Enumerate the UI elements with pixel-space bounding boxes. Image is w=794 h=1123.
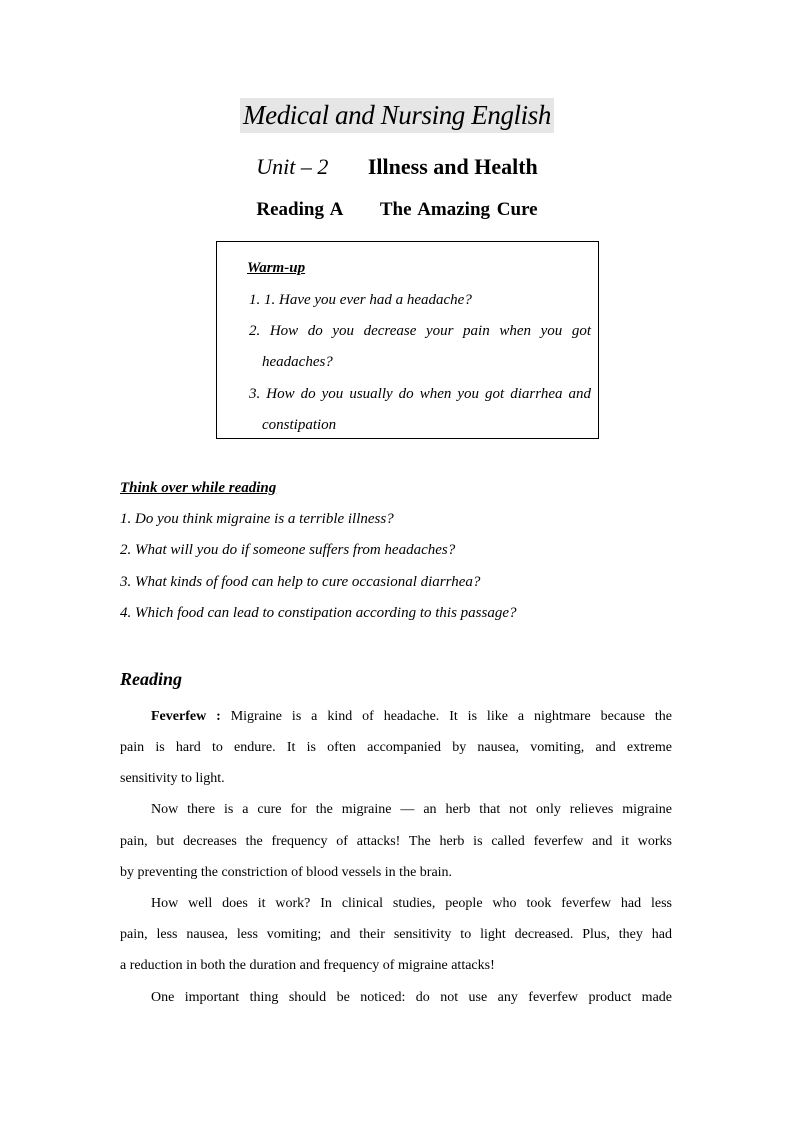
unit-label: Unit – 2 [256,154,329,179]
reading-line-6: by preventing the constriction of blood vessels in the brain. [120,865,453,880]
reading-line-4: Now there is a cure for the migraine — an herb that not only relieves migraine [151,802,672,817]
unit-topic: Illness and Health [367,154,538,179]
warmup-title: Warm-up [247,260,306,276]
reading-line-7: How well does it work? In clinical studies, people who took feverfew had less [151,896,672,911]
warmup-question-3: 3. How do you usually do when you got diarrhea and [249,386,591,402]
warmup-question-2: 2. How do you decrease your pain when you got [249,323,591,339]
feverfew-term: Feverfew : [151,709,221,724]
warmup-question-1: 1. 1. Have you ever had a headache? [249,292,472,308]
reading-title: The Amazing Cure [379,199,538,220]
reading-section-heading: Reading [120,669,183,689]
reading-line-9: a reduction in both the duration and frequency of migraine attacks! [120,958,495,973]
course-title [0,98,794,133]
reading-line-1-text: Migraine is a kind of headache. It is like a nightmare because the [230,709,672,724]
reading-line-5: pain, but decreases the frequency of attacks! The herb is called feverfew and it works [120,834,672,849]
think-question-1: 1. Do you think migraine is a terrible illness? [120,511,394,527]
unit-heading [0,154,794,180]
think-question-3: 3. What kinds of food can help to cure occasional diarrhea? [120,574,481,590]
warmup-question-3-cont: constipation [262,417,337,433]
reading-label: Reading A [256,199,344,220]
reading-line-10: One important thing should be noticed: do not use any feverfew product made [151,990,672,1005]
reading-line-3: sensitivity to light. [120,771,225,786]
course-title-text: Medical and Nursing English [240,98,554,133]
reading-heading-line [0,199,794,221]
reading-line-1 [151,709,672,725]
reading-line-8: pain, less nausea, less vomiting; and their sensitivity to light decreased. Plus, they had [120,927,672,942]
think-question-4: 4. Which food can lead to constipation according to this passage? [120,605,517,621]
think-question-2: 2. What will you do if someone suffers from headaches? [120,542,456,558]
warmup-question-2-cont: headaches? [262,354,333,370]
warmup-box [216,241,599,439]
think-over-title: Think over while reading [120,480,277,496]
reading-line-2: pain is hard to endure. It is often accompanied by nausea, vomiting, and extreme [120,740,672,755]
